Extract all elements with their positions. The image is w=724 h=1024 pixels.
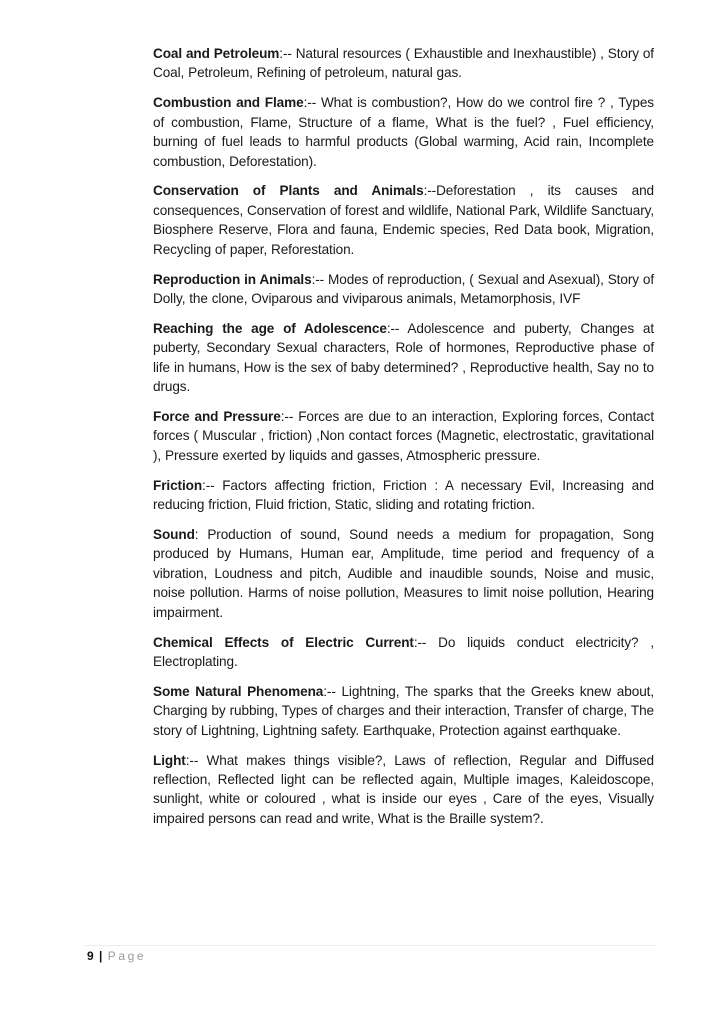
footer-divider xyxy=(84,945,655,946)
topic-body: Lightning, The sparks that the Greeks knew about, Charging by rubbing, Types of charges and their interaction, Transfer of charge, The story of Lightning, Lightning safety. Earthquake, Protection against earthquake. xyxy=(153,683,655,738)
topic-title: Reproduction in Animals xyxy=(153,271,312,287)
topic-title: Combustion and Flame xyxy=(153,95,304,111)
topic-title: Reaching the age of Adolescence xyxy=(153,320,387,336)
page-label: Page xyxy=(107,949,147,963)
topic-title: Light xyxy=(153,752,186,768)
topic-separator: :-- xyxy=(323,683,336,699)
topic-sound xyxy=(153,525,654,622)
topic-separator: :-- xyxy=(423,183,437,199)
topic-separator: :-- xyxy=(303,95,317,111)
topic-separator: :-- xyxy=(185,752,199,768)
topic-body: Modes of reproduction, ( Sexual and Asexual), Story of Dolly, the clone, Oviparous and viviparous animals, Metamorphosis, IVF xyxy=(153,271,655,306)
document-body xyxy=(153,44,654,839)
topic-title: Friction xyxy=(153,477,203,493)
page-footer xyxy=(87,948,146,964)
topic-reproduction-in-animals xyxy=(153,270,654,309)
topic-title: Coal and Petroleum xyxy=(153,46,280,61)
topic-body: Do liquids conduct electricity? , Electroplating. xyxy=(153,634,654,669)
topic-light xyxy=(153,751,654,829)
topic-reaching-the-age-of-adolescence xyxy=(153,319,654,397)
page-number: 9 xyxy=(87,949,94,963)
topic-conservation-of-plants-and-animals xyxy=(153,181,654,259)
topic-friction xyxy=(153,476,654,515)
footer-separator: | xyxy=(99,949,103,963)
topic-some-natural-phenomena xyxy=(153,682,654,740)
topic-body: Natural resources ( Exhaustible and Inexhaustible) , Story of Coal, Petroleum, Refining of petroleum, natural gas. xyxy=(153,46,654,81)
topic-title: Conservation of Plants and Animals xyxy=(153,183,424,199)
topic-body: What makes things visible?, Laws of reflection, Regular and Diffused reflection, Reflected light can be reflected again, Multiple images, Kaleidoscope, sunlight, white or coloured , what is inside our eyes , Care of the eyes, Visually impaired persons can read and write, What is the Braille system?. xyxy=(153,752,654,826)
topic-combustion-and-flame xyxy=(153,93,654,171)
topic-separator: :-- xyxy=(279,46,292,61)
topic-body: What is combustion?, How do we control fire ? , Types of combustion, Flame, Structure of a flame, What is the fuel? , Fuel efficiency, burning of fuel leads to harmful products (Global warming, Acid rain, Incomplete combustion, Deforestation). xyxy=(153,95,654,169)
topic-title: Chemical Effects of Electric Current xyxy=(153,634,414,650)
topic-body: Factors affecting friction, Friction : A necessary Evil, Increasing and reducing friction, Fluid friction, Static, sliding and rotating friction. xyxy=(153,477,654,513)
topic-force-and-pressure xyxy=(153,407,654,465)
topic-title: Sound xyxy=(153,527,195,543)
topic-coal-and-petroleum xyxy=(153,44,654,83)
topic-separator: : xyxy=(194,527,199,543)
topic-title: Some Natural Phenomena xyxy=(153,683,324,699)
topic-body: Deforestation , its causes and consequences, Conservation of forest and wildlife, National Park, Wildlife Sanctuary, Biosphere Reserve, Flora and fauna, Endemic species, Red Data book, Migration, Recycling of paper, Reforestation. xyxy=(153,183,654,257)
topic-chemical-effects-of-electric-current xyxy=(153,633,654,672)
topic-body: Forces are due to an interaction, Exploring forces, Contact forces ( Muscular , friction) ,Non contact forces (Magnetic, electrostatic, gravitational ), Pressure exerted by liquids and gasses, Atmospheric pressure. xyxy=(153,409,654,463)
topic-separator: :-- xyxy=(386,320,400,336)
topic-body: Adolescence and puberty, Changes at puberty, Secondary Sexual characters, Role of hormones, Reproductive phase of life in humans, How is the sex of baby determined? , Reproductive health, Say no to drugs. xyxy=(153,320,655,395)
topic-separator: :-- xyxy=(311,271,325,287)
topic-separator: :-- xyxy=(413,634,427,650)
topic-title: Force and Pressure xyxy=(153,409,281,424)
topic-separator: :-- xyxy=(280,409,294,424)
topic-separator: :-- xyxy=(202,477,215,493)
topic-body: Production of sound, Sound needs a medium for propagation, Song produced by Humans, Human ear, Amplitude, time period and frequency of a vibration, Loudness and pitch, Audible and inaudible sounds, Noise and music, noise pollution. Harms of noise pollution, Measures to limit noise pollution, Hearing impairment. xyxy=(153,527,654,620)
